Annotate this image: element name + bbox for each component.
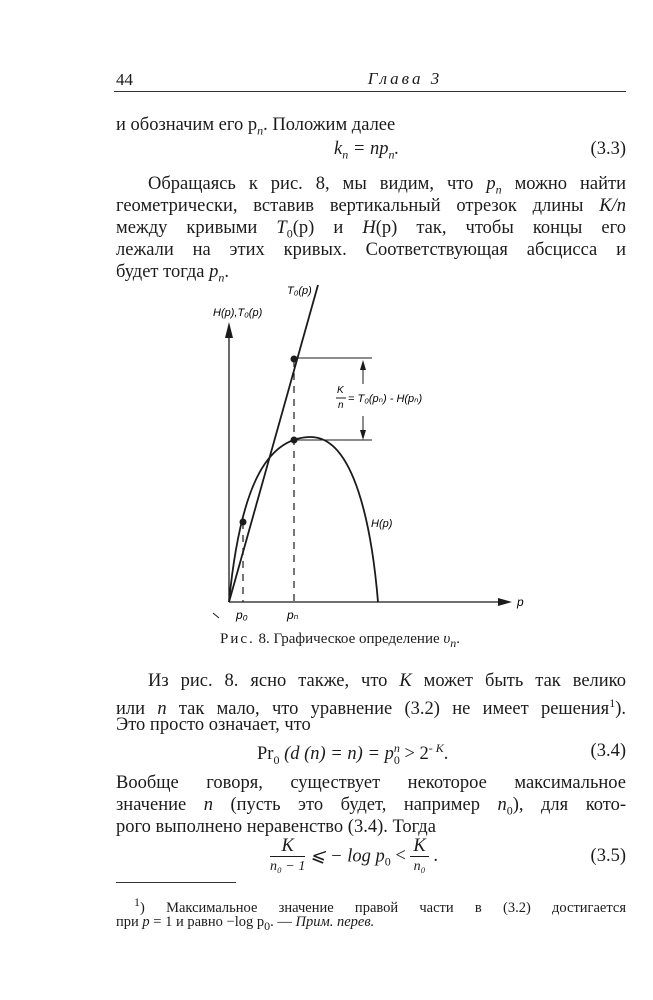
paragraph-4-line-1: Вообще говоря, существует некоторое максимальное [116, 773, 626, 793]
curve-t0-label: T₀(p) [287, 285, 312, 297]
equation-3-3: $k_n = np_n$. [334, 139, 400, 162]
y-axis-label: H(p),T₀(p) [213, 307, 263, 319]
footnote-line-2: при p = 1 и равно −log $p_0$. — Прим. перев. [116, 914, 375, 933]
paragraph-2-line-5: будет тогда $p_n$. [116, 262, 230, 285]
curve-h-label: H(p) [371, 518, 393, 530]
equation-3-4-number: (3.4) [590, 741, 626, 761]
paragraph-3-line-1: Из рис. 8. ясно также, что K может быть так велико [148, 671, 626, 691]
bracket-label-eq: = T₀(pₙ) - H(pₙ) [348, 393, 423, 405]
equation-3-5: $\frac{K}{\text{n₀ − 1}}$ ⩽ − $\log p_0$ < $\frac{K}{\text{n₀}}$ . [270, 836, 438, 877]
header-rule [114, 91, 626, 92]
paragraph-2-line-4: лежали на этих кривых. Соответствующая абсцисса и [116, 240, 626, 260]
equation-3-4: $Pr_0$ (d $(n) = n) = p_0^n > 2^{- K}$. [257, 741, 449, 767]
paragraph-1-line-1: и обозначим его $p_n$. Положим далее [116, 115, 396, 138]
curve-t0 [229, 285, 318, 602]
paragraph-3-line-3: Это просто означает, что [116, 715, 311, 735]
figure-8 [0, 280, 653, 625]
running-head: Глава 3 [367, 69, 443, 88]
x-axis-label: p [517, 595, 524, 609]
bracket-label-num: K [337, 385, 344, 396]
point-pn-t0 [291, 356, 298, 363]
point-p0 [240, 519, 247, 526]
paragraph-2-line-3: между кривыми $T_0(p)$ и H(p) так, чтобы концы его [116, 218, 626, 241]
paragraph-2-line-1: Обращаясь к рис. 8, мы видим, что $p_n$ можно найти [148, 174, 626, 197]
page-number: 44 [116, 70, 133, 89]
figure-caption: Рис. 8. Графическое определение $\upsilon_n$. [220, 631, 461, 650]
paragraph-4-line-3: рого выполнено неравенство (3.4). Тогда [116, 817, 436, 837]
eq35-fraction-1: $\frac{K}{\text{n₀ − 1}}$ [270, 836, 306, 874]
x-axis-arrow [498, 598, 512, 606]
eq35-fraction-2: $\frac{K}{\text{n₀}}$ [410, 836, 428, 877]
y-axis-arrow [225, 322, 233, 338]
point-pn-h [291, 437, 298, 444]
tick-pn: pₙ [287, 608, 299, 622]
tick-p0: p₀ [236, 608, 248, 622]
paragraph-4-line-2: значение n (пусть это будет, например $n_0$), для кото- [116, 795, 626, 818]
paragraph-2-line-2: геометрически, вставив вертикальный отрезок длины K/n [116, 196, 626, 216]
footnote-rule [116, 882, 236, 883]
equation-3-3-number: (3.3) [590, 139, 626, 159]
paragraph-3-line-2: или n так мало, что уравнение (3.2) не имеет решения$^1$). [116, 696, 626, 720]
footnote-line-1: $^1$) Максимальное значение правой части в (3.2) достигается [134, 895, 626, 916]
equation-3-5-number: (3.5) [590, 846, 626, 866]
bracket-label-den: n [338, 400, 344, 411]
